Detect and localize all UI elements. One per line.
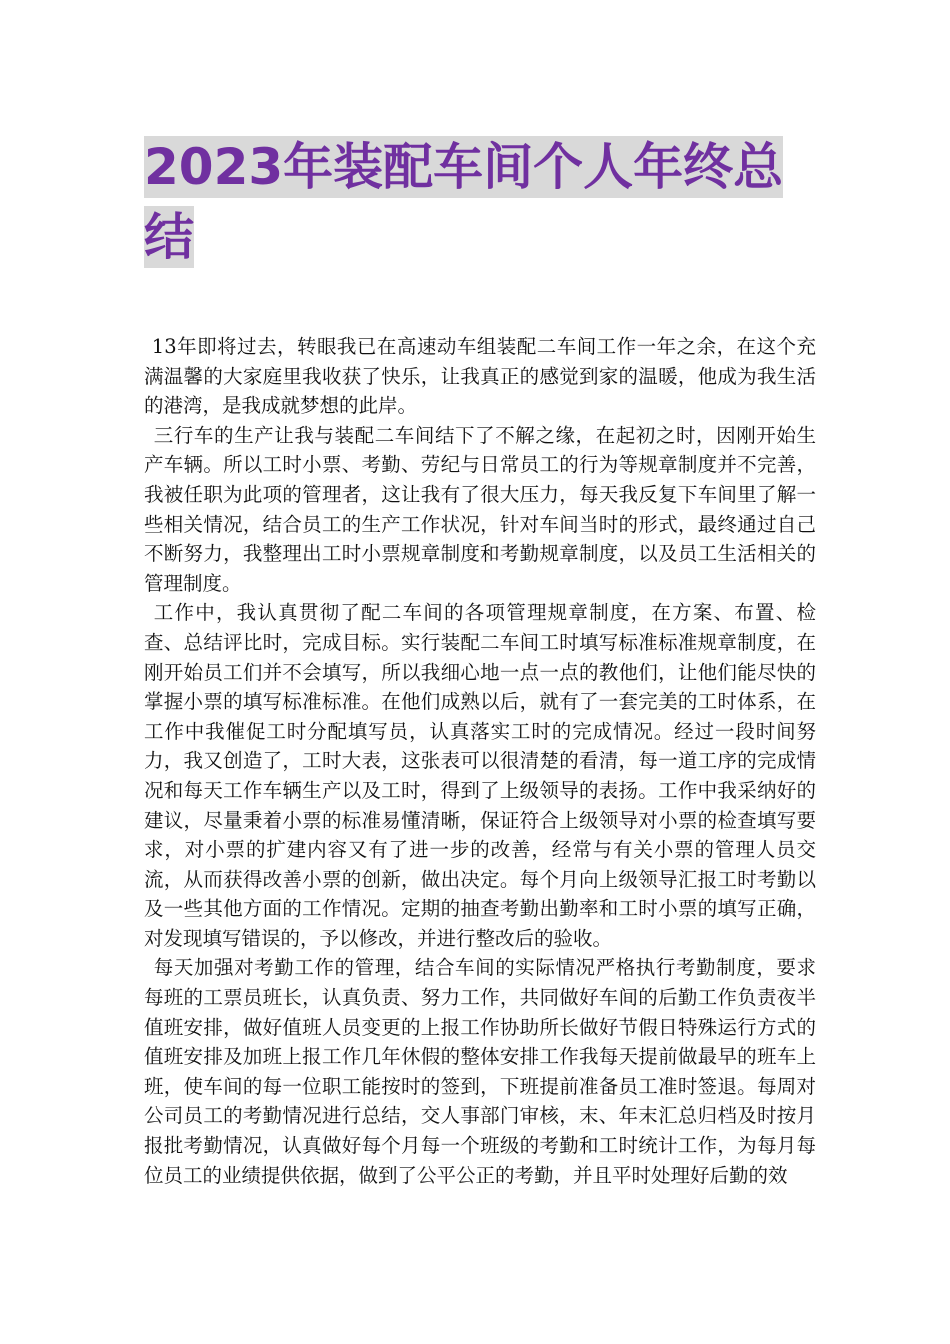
paragraph-work-hours: 工作中，我认真贯彻了配二车间的各项管理规章制度，在方案、布置、检查、总结评比时，完成目标。实行装配二车间工时填写标准标准规章制度，在刚开始员工们并不会填写，所以我细心地一点一点的教他们，让他们能尽快的掌握小票的填写标准标准。在他们成熟以后，就有了一套完美的工时体系，在工作中我催促工时分配填写员，认真落实工时的完成情况。经过一段时间努力，我又创造了，工时大表，这张表可以很清楚的看清，每一道工序的完成情况和每天工作车辆生产以及工时，得到了上级领导的表扬。工作中我采纳好的建议，尽量秉着小票的标准易懂清晰，保证符合上级领导对小票的检查填写要求，对小票的扩建内容又有了进一步的改善，经常与有关小票的管理人员交流，从而获得改善小票的创新，做出决定。每个月向上级领导汇报工时考勤以及一些其他方面的工作情况。定期的抽查考勤出勤率和工时小票的填写正确，对发现填写错误的，予以修改，并进行整改后的验收。	[144, 601, 816, 950]
paragraph-rules-setup: 三行车的生产让我与装配二车间结下了不解之缘，在起初之时，因刚开始生产车辆。所以工时小票、考勤、劳纪与日常员工的行为等规章制度并不完善，我被任职为此项的管理者，这让我有了很大压力，每天我反复下车间里了解一些相关情况，结合员工的生产工作状况，针对车间当时的形式，最终通过自己不断努力，我整理出工时小票规章制度和考勤规章制度，以及员工生活相关的管理制度。	[144, 423, 816, 595]
document-title-text: 2023年装配车间个人年终总结	[144, 138, 784, 266]
paragraph-intro: 13年即将过去，转眼我已在高速动车组装配二车间工作一年之余，在这个充满温馨的大家庭里我收获了快乐，让我真正的感觉到家的温暖，他成为我生活的港湾，是我成就梦想的此岸。	[144, 335, 816, 418]
document-title	[144, 132, 814, 272]
document-body	[144, 332, 816, 1190]
paragraph-attendance: 每天加强对考勤工作的管理，结合车间的实际情况严格执行考勤制度，要求每班的工票员班长，认真负责、努力工作，共同做好车间的后勤工作负责夜半值班安排，做好值班人员变更的上报工作协助所长做好节假日特殊运行方式的值班安排及加班上报工作几年休假的整体安排工作我每天提前做最早的班车上班，使车间的每一位职工能按时的签到，下班提前准备员工准时签退。每周对公司员工的考勤情况进行总结，交人事部门审核，末、年末汇总归档及时按月报批考勤情况，认真做好每个月每一个班级的考勤和工时统计工作，为每月每位员工的业绩提供依据，做到了公平公正的考勤，并且平时处理好后勤的效	[144, 956, 816, 1187]
